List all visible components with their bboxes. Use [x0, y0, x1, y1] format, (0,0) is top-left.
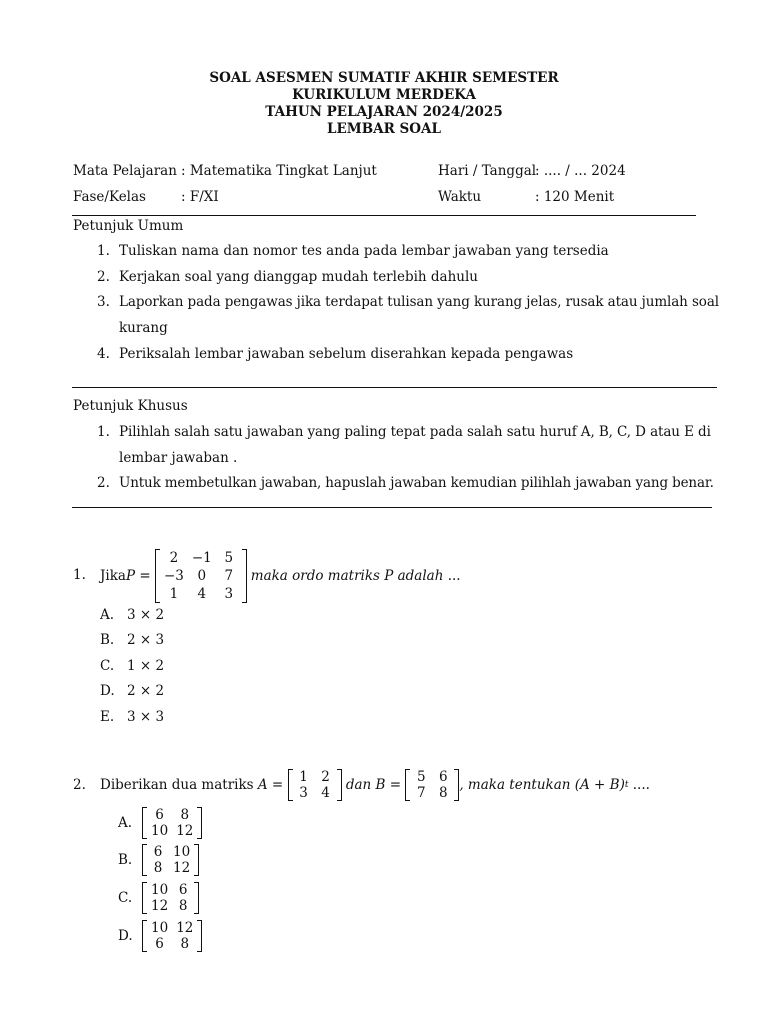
q1-eq: =: [135, 568, 155, 584]
q2-matrix-a: [288, 769, 342, 801]
q2-dots: ....: [628, 777, 650, 793]
header-line-4: LEMBAR SOAL: [326, 121, 441, 137]
q2-matrix-b: [405, 769, 459, 801]
date-label: Hari / Tanggal: [438, 163, 537, 179]
q2-transpose: t: [624, 780, 629, 790]
q2-option-label: D.: [118, 928, 133, 944]
q2-option-cell: 12: [151, 898, 169, 914]
general-item-3-cont: kurang: [119, 320, 168, 336]
q1-stem: [100, 549, 461, 603]
header-line-2: KURIKULUM MERDEKA: [292, 87, 476, 103]
q2-option-cell: 8: [178, 898, 188, 914]
q2-option-c[interactable]: [118, 882, 199, 914]
q2-option-cell: 6: [153, 844, 163, 860]
q2-var-a: A: [257, 777, 268, 793]
q1-option-d[interactable]: [100, 683, 164, 699]
q1-option-label: E.: [100, 709, 115, 725]
q2-matrix-b-cell: 7: [417, 785, 426, 801]
q2-matrix-b-cell: 6: [439, 769, 448, 785]
q2-option-cell: 8: [180, 807, 190, 823]
q1-option-b[interactable]: [100, 632, 164, 648]
q2-option-cell: 10: [151, 920, 169, 936]
q1-number: 1.: [73, 567, 86, 583]
q1-option-text: 3 × 2: [127, 607, 165, 623]
q2-prefix: Diberikan dua matriks: [100, 777, 258, 793]
q1-option-text: 3 × 3: [127, 709, 165, 725]
q2-eq-a: =: [267, 777, 288, 793]
q1-matrix-cell: 4: [197, 586, 207, 602]
time-value: : 120 Menit: [535, 189, 615, 205]
q2-option-cell: 10: [151, 882, 169, 898]
q1-suffix: maka ordo matriks P adalah ...: [250, 568, 461, 584]
special-num-1: 1.: [97, 424, 110, 440]
q2-dan: dan: [341, 777, 376, 793]
q1-var: P: [125, 568, 136, 584]
header-line-1: SOAL ASESMEN SUMATIF AKHIR SEMESTER: [209, 70, 559, 86]
q1-option-label: D.: [100, 683, 115, 699]
q2-option-b[interactable]: [118, 844, 199, 876]
q2-matrix-b-cell: 5: [417, 769, 426, 785]
q1-matrix-cell: 5: [224, 550, 234, 566]
q2-option-cell: 12: [173, 860, 191, 876]
q1-matrix-cell: 2: [169, 550, 179, 566]
general-num-3: 3.: [97, 294, 110, 310]
general-num-4: 4.: [97, 346, 110, 362]
q1-option-label: A.: [100, 607, 115, 623]
q2-option-cell: 12: [176, 920, 194, 936]
q2-number: 2.: [73, 777, 86, 793]
q1-option-e[interactable]: [100, 709, 164, 725]
q2-option-d[interactable]: [118, 920, 202, 952]
special-divider: [72, 507, 712, 508]
special-item-1-cont: lembar jawaban .: [119, 450, 238, 466]
q1-matrix-cell: 1: [169, 586, 179, 602]
date-value: : .... / ... 2024: [535, 163, 626, 179]
subject-label: Mata Pelajaran: [73, 163, 177, 179]
q2-suffix: , maka tentukan (A + B): [459, 777, 625, 793]
q1-matrix-cell: −1: [191, 550, 212, 566]
q2-stem: [100, 768, 650, 802]
time-label: Waktu: [438, 189, 482, 205]
q2-eq-b: =: [385, 777, 406, 793]
subject-value: : Matematika Tingkat Lanjut: [181, 163, 377, 179]
q2-option-cell: 6: [155, 936, 164, 952]
q1-option-text: 2 × 2: [127, 683, 165, 699]
q1-matrix-cell: 0: [197, 568, 207, 584]
q2-option-cell: 10: [173, 844, 191, 860]
q2-option-label: A.: [118, 815, 133, 831]
q1-option-label: C.: [100, 658, 115, 674]
q2-option-cell: 6: [155, 807, 164, 823]
phase-value: : F/XI: [181, 189, 219, 205]
general-item-1: Tuliskan nama dan nomor tes anda pada lembar jawaban yang tersedia: [119, 243, 609, 259]
q2-option-a[interactable]: [118, 807, 202, 839]
q1-prefix: Jika: [100, 568, 126, 584]
general-divider: [72, 387, 717, 388]
general-item-2: Kerjakan soal yang dianggap mudah terlebih dahulu: [119, 269, 478, 285]
q1-matrix-cell: 7: [224, 568, 234, 584]
q2-option-cell: 12: [176, 823, 194, 839]
general-num-2: 2.: [97, 269, 110, 285]
q2-option-cell: 8: [153, 860, 163, 876]
q2-option-matrix: [142, 882, 199, 914]
q2-option-matrix: [142, 807, 202, 839]
q1-option-text: 1 × 2: [127, 658, 165, 674]
q2-matrix-b-cell: 8: [439, 785, 448, 801]
q2-option-matrix: [142, 920, 202, 952]
special-item-2: Untuk membetulkan jawaban, hapuslah jawaban kemudian pilihlah jawaban yang benar.: [119, 475, 714, 491]
q1-option-c[interactable]: [100, 658, 164, 674]
header-line-3: TAHUN PELAJARAN 2024/2025: [265, 104, 503, 120]
general-item-3: Laporkan pada pengawas jika terdapat tulisan yang kurang jelas, rusak atau jumlah soal: [119, 294, 719, 310]
q2-matrix-a-cell: 4: [321, 785, 330, 801]
special-item-1: Pilihlah salah satu jawaban yang paling tepat pada salah satu huruf A, B, C, D atau E di: [119, 424, 711, 440]
q2-option-cell: 6: [178, 882, 188, 898]
q1-matrix-cell: 3: [224, 586, 234, 602]
q2-option-label: B.: [118, 852, 133, 868]
general-num-1: 1.: [97, 243, 110, 259]
q1-option-label: B.: [100, 632, 115, 648]
q2-matrix-a-cell: 1: [299, 769, 308, 785]
info-divider: [72, 215, 696, 216]
q1-matrix-cell: −3: [163, 568, 184, 584]
general-title: Petunjuk Umum: [73, 218, 184, 234]
phase-label: Fase/Kelas: [73, 189, 146, 205]
q2-option-matrix: [142, 844, 199, 876]
q1-matrix: [155, 549, 247, 603]
general-item-4: Periksalah lembar jawaban sebelum diserahkan kepada pengawas: [119, 346, 574, 362]
q2-matrix-a-cell: 3: [299, 785, 308, 801]
q1-option-a[interactable]: [100, 607, 164, 623]
q2-option-label: C.: [118, 890, 133, 906]
q2-option-cell: 10: [151, 823, 169, 839]
special-title: Petunjuk Khusus: [73, 398, 188, 414]
q1-option-text: 2 × 3: [127, 632, 165, 648]
q2-option-cell: 8: [180, 936, 190, 952]
q2-matrix-a-cell: 2: [321, 769, 330, 785]
special-num-2: 2.: [97, 475, 110, 491]
q2-var-b: B: [375, 777, 386, 793]
